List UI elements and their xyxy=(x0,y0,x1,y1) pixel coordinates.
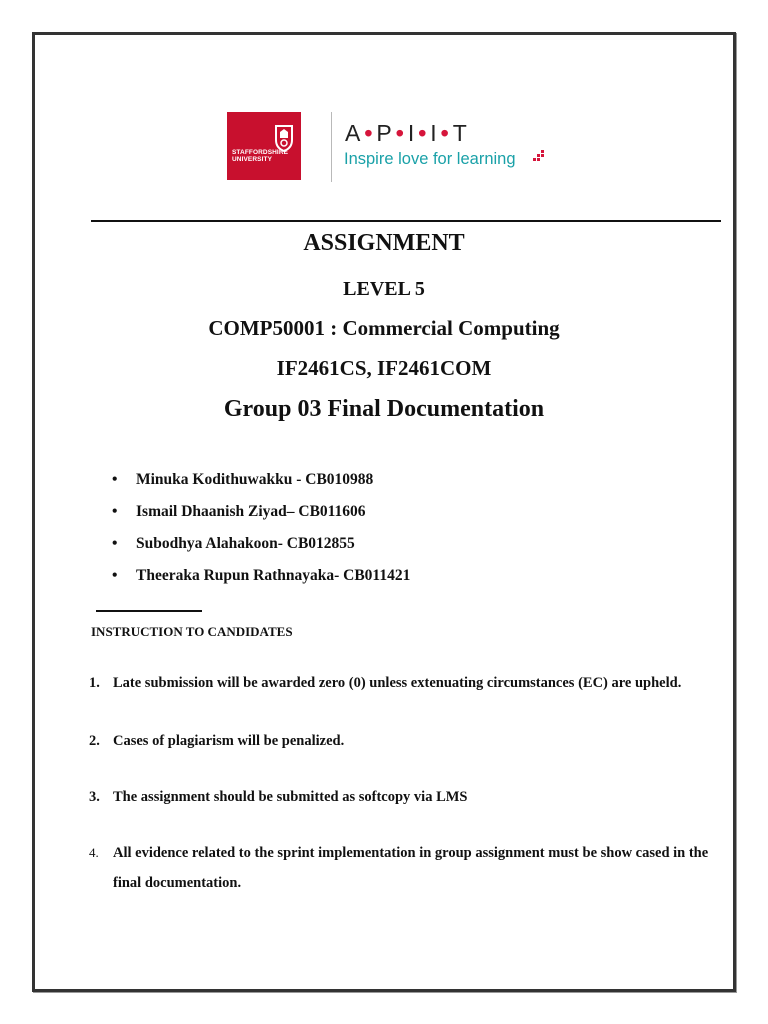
member-name: Ismail Dhaanish Ziyad– CB011606 xyxy=(136,503,366,520)
document-subtitle: Group 03 Final Documentation xyxy=(223,396,545,422)
list-item xyxy=(112,532,410,564)
apiit-dot: • xyxy=(395,120,405,146)
apiit-letter: P xyxy=(376,120,393,146)
instruction-number: 4. xyxy=(89,845,99,860)
apiit-letter: A xyxy=(345,120,362,146)
list-item xyxy=(112,468,410,500)
level-heading: LEVEL 5 xyxy=(343,278,425,300)
apiit-letter: I xyxy=(407,120,416,146)
member-name: Theeraka Rupun Rathnayaka- CB011421 xyxy=(136,567,411,584)
apiit-logo-wordmark xyxy=(345,120,468,147)
university-crest-icon xyxy=(274,124,294,152)
member-name: Subodhya Alahakoon- CB012855 xyxy=(136,535,355,552)
list-item xyxy=(112,500,410,532)
title-rule xyxy=(91,220,721,222)
logo-header xyxy=(227,112,547,184)
module-heading: COMP50001 : Commercial Computing xyxy=(208,316,560,340)
instruction-text: Cases of plagiarism will be penalized. xyxy=(113,733,345,749)
apiit-dot: • xyxy=(418,120,428,146)
bullet: • xyxy=(112,471,118,488)
instruction-number: 3. xyxy=(89,789,100,805)
instructions-heading: INSTRUCTION TO CANDIDATES xyxy=(91,624,293,639)
instruction-item xyxy=(89,838,709,898)
logo-divider xyxy=(331,112,332,182)
university-name-line-2: UNIVERSITY xyxy=(232,156,273,163)
instruction-item xyxy=(89,782,709,812)
university-name xyxy=(232,149,294,163)
apiit-letter: T xyxy=(452,120,468,146)
instruction-number: 1. xyxy=(89,675,100,691)
bullet: • xyxy=(112,503,118,520)
instruction-item xyxy=(89,726,709,756)
instruction-item xyxy=(89,668,709,698)
apiit-letter: I xyxy=(430,120,438,146)
tagline-dots-icon xyxy=(533,150,545,162)
apiit-dot: • xyxy=(364,120,374,146)
intake-codes: IF2461CS, IF2461COM xyxy=(276,356,492,380)
apiit-tagline: Inspire love for learning xyxy=(344,150,516,168)
staffordshire-university-logo xyxy=(227,112,301,180)
instruction-text: All evidence related to the sprint implementation in group assignment must be show cased in the final documentation. xyxy=(113,845,709,891)
instruction-number: 2. xyxy=(89,733,100,749)
group-members-list xyxy=(112,468,410,596)
university-name-line-1: STAFFORDSHIRE xyxy=(232,149,289,156)
bullet: • xyxy=(112,535,118,552)
member-name: Minuka Kodithuwakku - CB010988 xyxy=(136,471,374,488)
apiit-dot: • xyxy=(440,120,450,146)
document-title: ASSIGNMENT xyxy=(303,230,465,256)
section-rule xyxy=(96,610,202,612)
list-item xyxy=(112,564,410,596)
instruction-text: The assignment should be submitted as softcopy via LMS xyxy=(113,789,468,805)
instruction-text: Late submission will be awarded zero (0) unless extenuating circumstances (EC) are upheld. xyxy=(113,675,682,691)
bullet: • xyxy=(112,567,118,584)
